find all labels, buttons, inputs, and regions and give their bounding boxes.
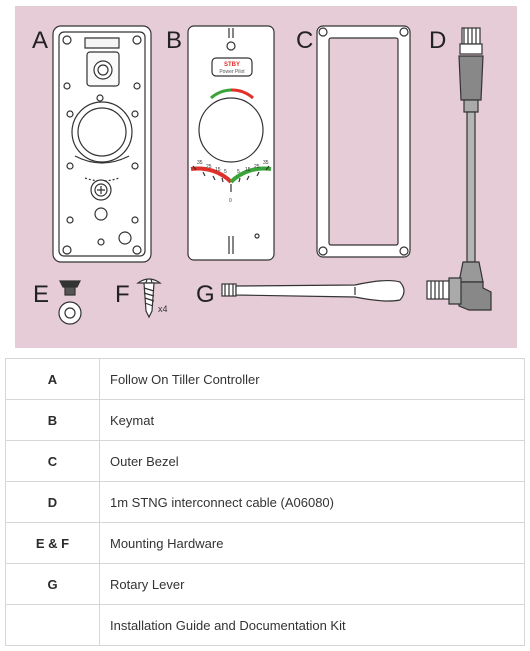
part-description: 1m STNG interconnect cable (A06080)	[100, 482, 525, 523]
rotary-lever-drawing	[222, 281, 404, 301]
label-e: E	[33, 281, 50, 308]
dial-right-35: 35	[263, 160, 269, 166]
label-f: F	[115, 281, 130, 308]
part-description: Follow On Tiller Controller	[100, 359, 525, 400]
part-description: Rotary Lever	[100, 564, 525, 605]
part-key	[6, 605, 100, 646]
label-g: G	[196, 281, 215, 308]
label-d: D	[429, 27, 447, 54]
part-key: A	[6, 359, 100, 400]
part-description: Mounting Hardware	[100, 523, 525, 564]
outer-bezel-drawing	[317, 26, 410, 257]
dial-left-5: 5	[224, 169, 227, 175]
table-row	[6, 359, 525, 400]
table-row	[6, 441, 525, 482]
part-key: G	[6, 564, 100, 605]
keymat-drawing	[188, 26, 274, 260]
part-key: E & F	[6, 523, 100, 564]
parts-table	[5, 358, 525, 646]
dial-left-15: 15	[215, 167, 221, 173]
dial-left-35: 35	[197, 160, 203, 166]
label-a: A	[32, 27, 49, 54]
part-description: Keymat	[100, 400, 525, 441]
part-key: D	[6, 482, 100, 523]
screw-quantity: x4	[158, 304, 168, 314]
parts-drawing	[15, 6, 517, 348]
part-key: C	[6, 441, 100, 482]
keymat-stby-text: STBY	[223, 62, 241, 68]
dial-right-25: 25	[254, 164, 260, 170]
dial-right-5: 5	[237, 169, 240, 175]
parts-illustration	[15, 6, 517, 348]
stng-cable-drawing	[427, 28, 491, 310]
dial-left-25: 25	[206, 164, 212, 170]
part-description: Installation Guide and Documentation Kit	[100, 605, 525, 646]
screw-drawing	[138, 279, 168, 317]
part-description: Outer Bezel	[100, 441, 525, 482]
table-row	[6, 564, 525, 605]
keymat-brand-text: Power Pilot	[219, 69, 245, 75]
dial-zero: 0	[229, 198, 232, 204]
part-key: B	[6, 400, 100, 441]
label-b: B	[166, 27, 183, 54]
label-c: C	[296, 27, 314, 54]
table-row	[6, 523, 525, 564]
table-row	[6, 482, 525, 523]
dial-right-15: 15	[245, 167, 251, 173]
controller-unit-drawing	[53, 26, 151, 262]
table-row	[6, 605, 525, 646]
table-row	[6, 400, 525, 441]
washer-drawing	[59, 281, 81, 324]
